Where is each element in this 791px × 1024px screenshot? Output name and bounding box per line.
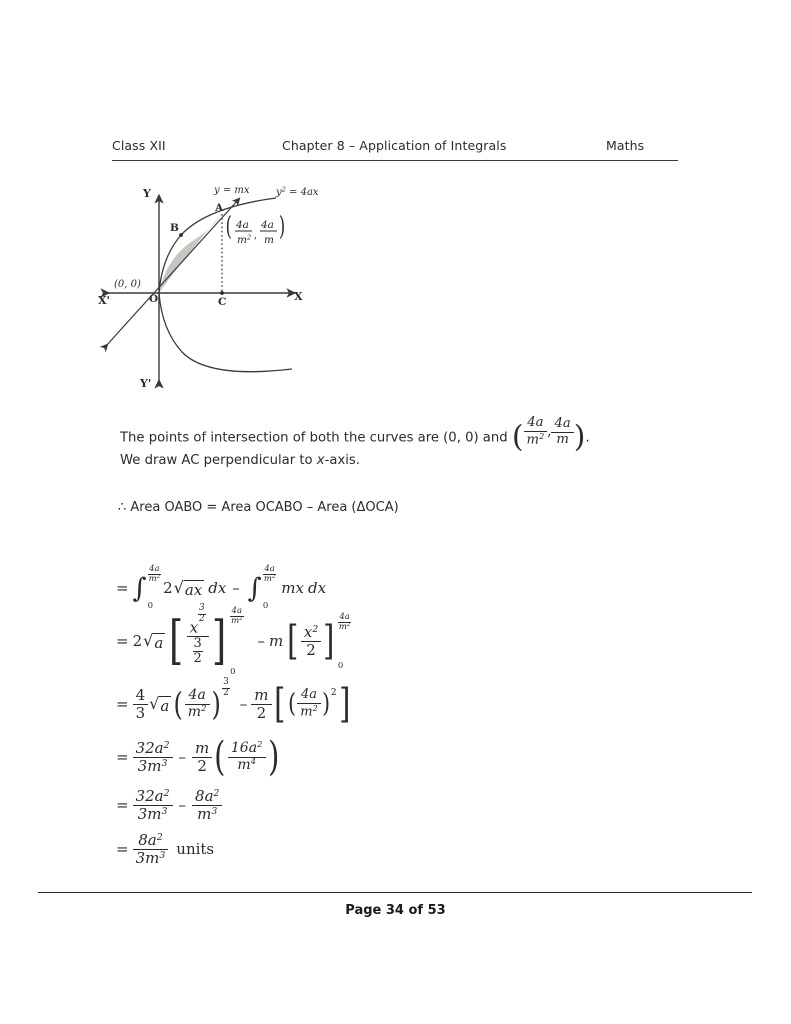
axis-variable: x — [316, 453, 325, 468]
fraction-denominator: 2 — [306, 640, 316, 659]
radical-sign: √ — [173, 577, 184, 597]
integrand-coefficient-1: 2 — [163, 579, 173, 597]
label-y-negative: Y' — [140, 377, 152, 390]
exponent-three-halves: $\frac{3}{2}$ — [199, 603, 205, 624]
fraction-numerator: $32a^2$ — [133, 788, 173, 806]
coefficient-2: 2 — [132, 632, 143, 650]
integral-limits — [262, 564, 276, 611]
intersection-period: . — [585, 430, 590, 446]
fraction-numerator: 4a — [551, 417, 573, 433]
fraction-m-over-2-b — [192, 740, 212, 775]
figure-svg — [96, 178, 376, 398]
coordinate-comma: , — [547, 424, 552, 440]
fraction-4a-over-m2-a — [185, 688, 210, 720]
fraction-8a2-over-m3 — [192, 788, 222, 823]
fraction-numerator: x $\frac{3}{2}$ — [187, 616, 209, 637]
svg-text:m2: $m^2$ — [237, 233, 252, 246]
equals-sign-5: = — [116, 796, 129, 814]
radical-ax — [174, 579, 205, 598]
lower-limit: 0 — [337, 660, 344, 671]
derivation-line-6 — [116, 828, 536, 870]
fraction-x2-over-2 — [301, 624, 321, 659]
footer-divider — [38, 892, 752, 893]
equals-sign-1: = — [116, 579, 129, 597]
intersection-coordinate-inline — [511, 415, 586, 455]
radical-a-3 — [149, 695, 171, 714]
lower-limit: 0 — [147, 600, 154, 611]
perpendicular-text-post: -axis. — [324, 453, 360, 468]
svg-text:4a: 4a — [236, 219, 249, 231]
label-x-positive: X — [294, 290, 303, 303]
derivation-line-1 — [116, 564, 536, 611]
header-subject-label: Maths — [606, 138, 645, 153]
lower-limit: 0 — [262, 600, 269, 611]
radicand: a — [160, 696, 170, 715]
svg-text:): ) — [278, 212, 286, 243]
intersection-coordinate-label — [226, 212, 286, 246]
units-label: units — [176, 840, 215, 858]
fraction-denominator: $3m^3$ — [135, 848, 166, 867]
page-header — [112, 138, 678, 160]
derivation-line-3 — [116, 676, 536, 732]
label-origin: O — [149, 293, 159, 305]
upper-limit: $\frac{4a}{m^2}$ — [231, 605, 243, 626]
fraction-denominator: 2 — [197, 756, 207, 775]
header-class-label: Class XII — [112, 138, 166, 153]
minus-sign-4: – — [178, 748, 187, 766]
radicand: a — [154, 633, 164, 652]
upper-limit: $\frac{4a}{m^2}$ — [263, 564, 276, 585]
header-chapter-title: Chapter 8 – Application of Integrals — [282, 138, 507, 153]
fraction-numerator: 4a — [297, 688, 320, 704]
open-paren: ( — [511, 419, 524, 455]
fraction-numerator: 4a — [185, 688, 210, 705]
fraction-numerator: $8a^2$ — [192, 788, 222, 806]
bracket-group-1: [ x $\frac{3}{2}$ $\frac{3}{2}$ ] $\frac{4a}{m^2}$ 0 — [169, 603, 243, 677]
equals-sign-3: = — [116, 695, 129, 713]
integral-1 — [132, 564, 162, 611]
fraction-denominator: m — [556, 431, 569, 447]
label-x-negative: X' — [98, 294, 110, 307]
fraction-denominator: 3 — [135, 703, 146, 722]
integral-glyph: ∫ — [247, 572, 262, 604]
caption-line-equation: y = mx — [214, 185, 250, 196]
exponent-two: 2 — [330, 687, 337, 698]
label-y-positive: Y — [143, 187, 151, 200]
evaluation-limits-1 — [230, 605, 243, 677]
fraction-denominator: 2 — [256, 703, 267, 722]
fraction-16a2-over-m4 — [228, 741, 266, 773]
radical-sign: √ — [143, 630, 154, 650]
area-statement: ∴ Area OABO = Area OCABO – Area (ΔOCA) — [118, 500, 399, 515]
derivation-line-2 — [116, 603, 536, 677]
derivation-line-5 — [116, 782, 536, 828]
slope-m-2: m — [269, 632, 284, 650]
close-paren: ) — [573, 419, 586, 455]
fraction-4-over-3 — [133, 687, 149, 722]
page-number: Page 34 of 53 — [345, 903, 446, 918]
parabola-line-figure — [96, 178, 376, 398]
radicand: ax — [184, 580, 203, 599]
fraction-m-over-2 — [251, 687, 271, 722]
label-point-c: C — [218, 296, 227, 308]
upper-limit: $\frac{4a}{m^2}$ — [148, 564, 161, 585]
integral-glyph: ∫ — [132, 572, 147, 604]
svg-text:4a: 4a — [261, 219, 274, 231]
minus-sign-2: – — [257, 632, 265, 650]
caption-parabola-equation: $y^2 = 4ax$ — [276, 185, 319, 198]
fraction-denominator: $\frac{3}{2}$ — [193, 636, 202, 667]
fraction-x32-over-3half — [187, 603, 209, 667]
differential-1: dx — [208, 579, 227, 597]
header-divider — [112, 160, 678, 161]
svg-text:,: , — [254, 230, 258, 241]
fraction-4a-over-m2-b — [297, 688, 320, 720]
fraction-numerator: 4a — [524, 416, 548, 432]
fraction-denominator: $m^2$ — [526, 430, 545, 448]
radical-sign: √ — [149, 693, 160, 713]
fraction-denominator: $m^4$ — [237, 756, 257, 773]
integral-2 — [247, 564, 277, 611]
svg-text:m: m — [264, 234, 274, 246]
label-point-a: A — [215, 202, 224, 214]
radical-a — [143, 632, 165, 651]
fraction-4a-over-m2 — [524, 416, 548, 448]
fraction-8a2-over-3m3-result — [133, 832, 169, 867]
derivation-line-4 — [116, 732, 536, 782]
paren-group-2: ( $\frac{4a}{m^2}$ ) 2 — [288, 687, 337, 720]
fraction-numerator: $8a^2$ — [133, 832, 169, 850]
fraction-numerator: m — [192, 740, 212, 758]
fraction-denominator: $m^2$ — [187, 703, 207, 720]
fraction-denominator: $m^2$ — [300, 703, 318, 720]
upper-limit: $\frac{4a}{m^2}$ — [338, 611, 351, 632]
svg-text:(: ( — [225, 212, 232, 243]
intersection-text: The points of intersection of both the curves are (0, 0) and — [120, 430, 508, 446]
fraction-denominator: $3m^3$ — [137, 756, 168, 775]
evaluation-limits-2 — [337, 611, 351, 671]
fraction-4a-over-m — [551, 417, 573, 448]
label-point-b: B — [170, 222, 179, 234]
fraction-numerator: $32a^2$ — [133, 740, 173, 758]
label-origin-coords: (0, 0) — [114, 279, 141, 290]
fraction-32a2-over-3m3-b — [133, 788, 173, 823]
paren-group-3: ( $\frac{16a^2}{m^4}$ ) — [214, 734, 280, 780]
perpendicular-paragraph — [120, 447, 360, 474]
bracket-group-3: [ ( $\frac{4a}{m^2}$ ) 2 ] — [273, 680, 351, 727]
fraction-denominator: $3m^3$ — [137, 804, 168, 823]
perpendicular-text-pre: We draw AC perpendicular to — [120, 453, 317, 468]
integrand-2: mx — [281, 579, 304, 597]
equals-sign-2: = — [116, 632, 129, 650]
paren-group-1: ( $\frac{4a}{m^2}$ ) $\frac{3}{2}$ — [173, 677, 229, 723]
fraction-denominator: $m^3$ — [197, 804, 218, 823]
equals-sign-6: = — [116, 840, 129, 858]
fraction-32a2-over-3m3 — [133, 740, 173, 775]
bracket-group-2: [ $\frac{x^2}{2}$ ] $\frac{4a}{m^2}$ 0 — [287, 611, 351, 671]
point-c-marker — [220, 291, 224, 295]
minus-sign-3: – — [239, 695, 248, 713]
differential-2: dx — [307, 579, 327, 597]
fraction-numerator: 4 — [133, 687, 149, 705]
equals-sign-4: = — [116, 748, 129, 766]
fraction-numerator: m — [251, 687, 271, 705]
fraction-numerator: $16a^2$ — [228, 741, 266, 758]
integral-limits — [147, 564, 161, 611]
exponent-three-halves-3: $\frac{3}{2}$ — [223, 677, 229, 698]
point-b-marker — [179, 233, 183, 237]
minus-sign-1: – — [232, 579, 240, 597]
fraction-numerator: $x^2$ — [301, 624, 321, 642]
lower-limit: 0 — [230, 666, 236, 677]
minus-sign-5: – — [178, 796, 187, 814]
derivation-block — [116, 564, 536, 870]
